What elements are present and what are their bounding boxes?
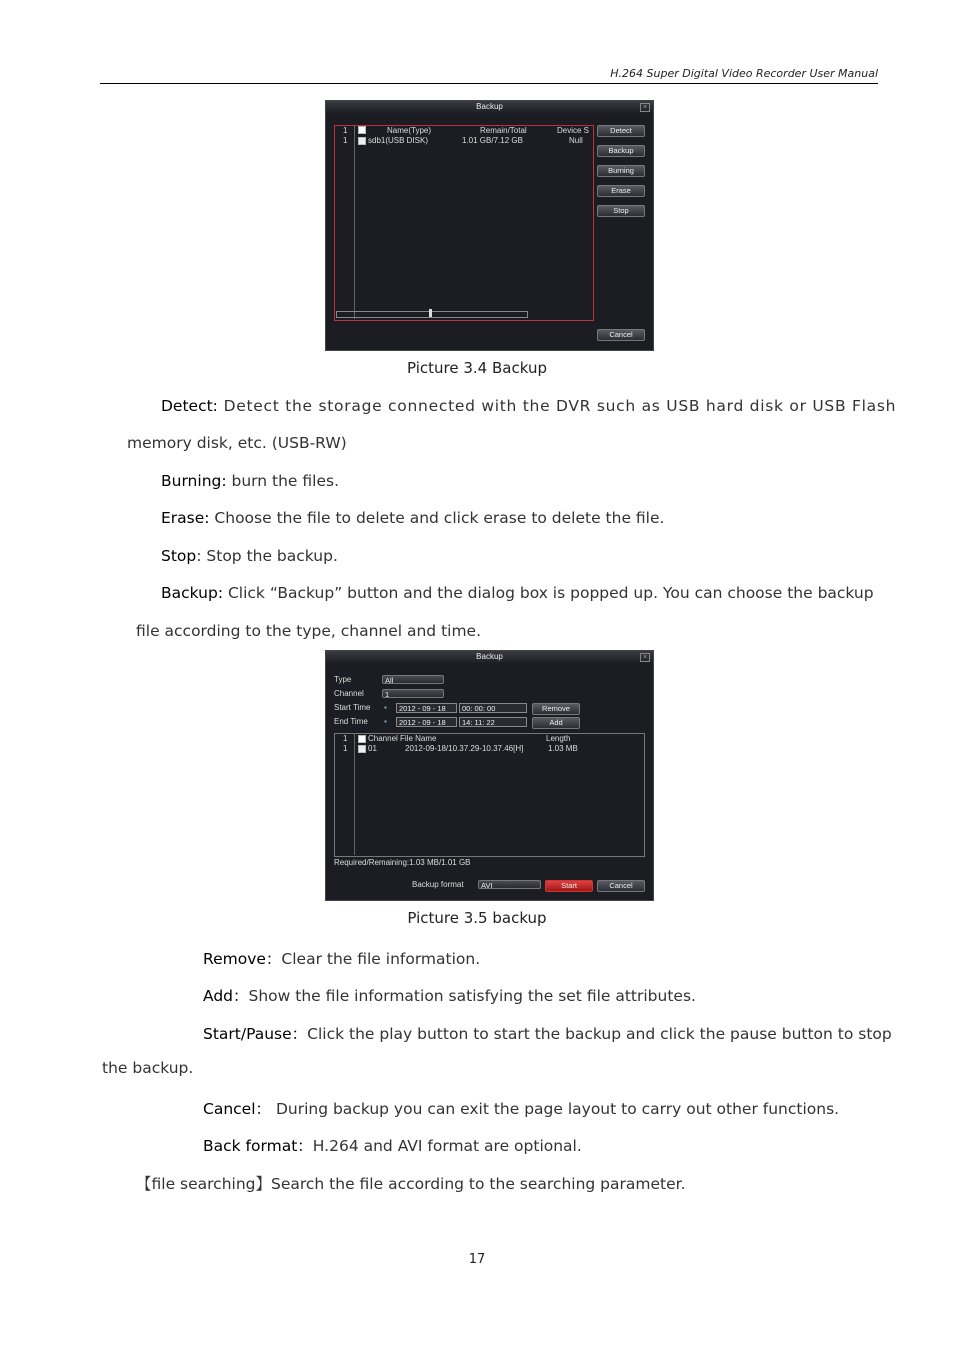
para-detect <box>161 397 897 415</box>
para-startpause <box>203 1022 892 1044</box>
remove-button[interactable]: Remove <box>532 703 580 715</box>
para-cancel <box>203 1097 839 1119</box>
scroll-thumb[interactable] <box>429 309 432 317</box>
para-file-searching: 【file searching】Search the file according to the searching parameter. <box>136 1175 686 1193</box>
start-time-input[interactable]: 00: 00: 00 <box>459 703 527 713</box>
term-stop: Stop <box>161 547 197 565</box>
para-erase <box>161 509 664 527</box>
backup-format-select[interactable]: AVI <box>478 880 541 889</box>
para-remove <box>203 947 480 969</box>
backup-screenshot-1 <box>325 100 654 351</box>
row-channel: 01 <box>368 744 377 753</box>
col-device: Device S <box>557 126 590 135</box>
erase-text: Choose the file to delete and click erase to delete the file. <box>209 509 665 527</box>
calendar-icon[interactable]: ▪ <box>384 703 387 712</box>
para-stop <box>161 547 338 565</box>
para-backformat <box>203 1134 582 1156</box>
horizontal-scrollbar[interactable] <box>336 311 528 318</box>
close-icon[interactable]: × <box>640 653 650 662</box>
row-name: sdb1(USB DISK) <box>368 136 429 145</box>
backup-button[interactable]: Backup <box>597 145 645 157</box>
end-time-input[interactable]: 14: 11: 22 <box>459 717 527 727</box>
backup-screenshot-2 <box>325 650 654 901</box>
para-backup-cont: file according to the type, channel and time. <box>136 622 482 640</box>
remove-text: Clear the file information. <box>281 950 481 968</box>
col-num: 1 <box>343 126 348 135</box>
term-backup: Backup: <box>161 584 224 602</box>
add-button[interactable]: Add <box>532 717 580 729</box>
para-detect-cont: memory disk, etc. (USB-RW) <box>127 434 347 452</box>
term-cancel: Cancel： <box>203 1100 272 1118</box>
row-num: 1 <box>343 744 348 753</box>
backup-format-label: Backup format <box>412 880 464 889</box>
burning-button[interactable]: Burning <box>597 165 645 177</box>
term-burning: Burning: <box>161 472 227 490</box>
row-remain: 1.01 GB/7.12 GB <box>462 136 523 145</box>
channel-label: Channel <box>334 689 364 698</box>
term-remove: Remove： <box>203 950 282 968</box>
row-device: Null <box>569 136 583 145</box>
backformat-text: H.264 and AVI format are optional. <box>312 1137 582 1155</box>
term-erase: Erase: <box>161 509 210 527</box>
detect-text: Detect the storage connected with the DVR such as USB hard disk or USB Flash <box>217 397 897 415</box>
cancel-button[interactable]: Cancel <box>597 880 645 892</box>
para-add <box>203 984 696 1006</box>
term-backformat: Back format： <box>203 1137 313 1155</box>
erase-button[interactable]: Erase <box>597 185 645 197</box>
row-checkbox[interactable] <box>358 137 366 145</box>
close-icon[interactable]: × <box>640 103 650 112</box>
start-date-input[interactable]: 2012 - 09 - 18 <box>396 703 457 713</box>
startpause-text: Click the play button to start the backup and click the pause button to stop <box>307 1025 892 1043</box>
channel-select[interactable]: 1 <box>382 689 444 698</box>
select-all-checkbox[interactable] <box>358 126 366 134</box>
list-separator <box>354 733 355 855</box>
dialog-title: Backup <box>326 101 653 113</box>
term-startpause: Start/Pause： <box>203 1025 308 1043</box>
term-add: Add： <box>203 987 249 1005</box>
figure-caption-1: Picture 3.4 Backup <box>407 359 547 377</box>
para-startpause-cont: the backup. <box>102 1059 194 1077</box>
select-all-checkbox[interactable] <box>358 735 366 743</box>
row-file: 2012-09-18/10.37.29-10.37.46[H] <box>405 744 524 753</box>
col-num: 1 <box>343 734 348 743</box>
row-checkbox[interactable] <box>358 745 366 753</box>
cancel-button[interactable]: Cancel <box>597 329 645 341</box>
start-button[interactable]: Start <box>545 880 593 892</box>
list-separator <box>354 125 355 319</box>
backup-text: Click “Backup” button and the dialog box is popped up. You can choose the backup <box>223 584 874 602</box>
end-time-label: End Time <box>334 717 368 726</box>
col-channel-file: Channel File Name <box>368 734 437 743</box>
dialog-title: Backup <box>326 651 653 663</box>
device-list-panel <box>334 125 594 321</box>
col-remain: Remain/Total <box>480 126 527 135</box>
detect-button[interactable]: Detect <box>597 125 645 137</box>
stop-button[interactable]: Stop <box>597 205 645 217</box>
type-label: Type <box>334 675 352 684</box>
required-remaining: Required/Remaining:1.03 MB/1.01 GB <box>334 858 471 867</box>
stop-text: : Stop the backup. <box>196 547 338 565</box>
para-burning <box>161 472 339 490</box>
burning-text: burn the files. <box>226 472 339 490</box>
col-name: Name(Type) <box>387 126 432 135</box>
running-header: H.264 Super Digital Video Recorder User Manual <box>610 67 878 80</box>
row-num: 1 <box>343 136 348 145</box>
header-rule <box>100 83 878 84</box>
figure-caption-2: Picture 3.5 backup <box>407 909 547 927</box>
col-length: Length <box>546 734 571 743</box>
calendar-icon[interactable]: ▪ <box>384 717 387 726</box>
end-date-input[interactable]: 2012 - 09 - 18 <box>396 717 457 727</box>
type-select[interactable]: All <box>382 675 444 684</box>
cancel-text: During backup you can exit the page layout to carry out other functions. <box>271 1100 840 1118</box>
row-length: 1.03 MB <box>548 744 578 753</box>
page-number: 17 <box>468 1252 486 1267</box>
start-time-label: Start Time <box>334 703 371 712</box>
add-text: Show the file information satisfying the set file attributes. <box>248 987 696 1005</box>
para-backup <box>161 584 874 602</box>
term-detect: Detect: <box>161 397 218 415</box>
